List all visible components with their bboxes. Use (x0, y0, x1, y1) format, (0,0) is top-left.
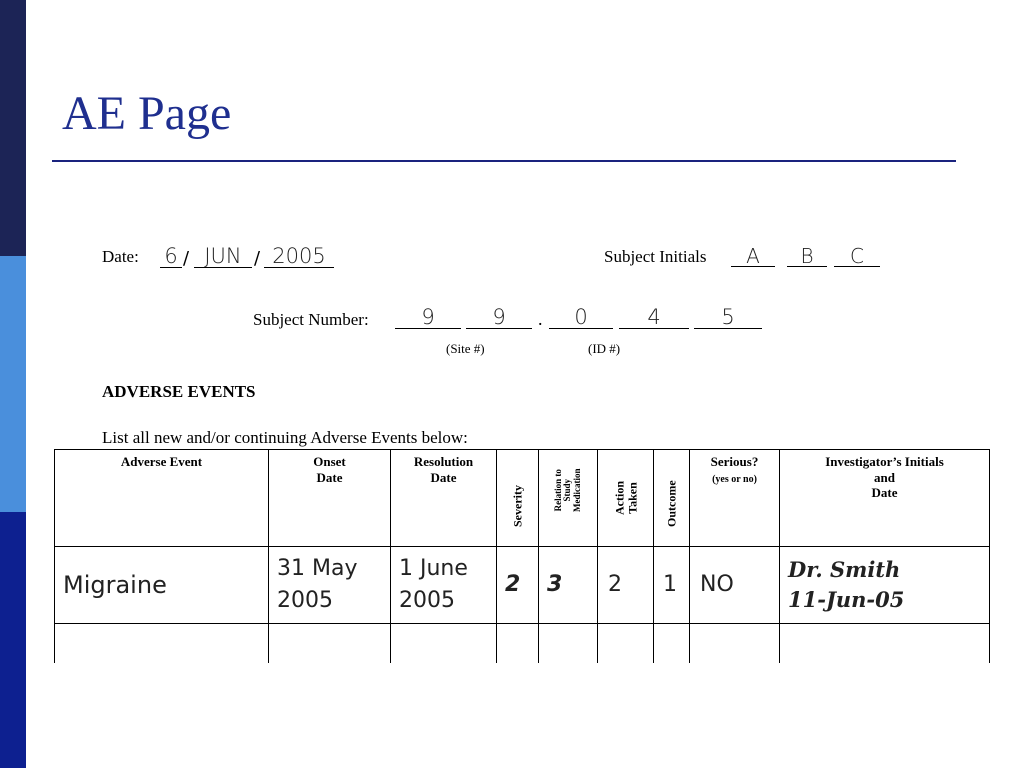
site-digit-1: 9 (395, 307, 461, 329)
date-label: Date: (102, 247, 139, 266)
id-digit-1: 0 (549, 307, 613, 329)
subject-initial-2: B (787, 246, 827, 267)
header-resolution-date: Resolution Date (391, 450, 497, 547)
cell-empty (780, 624, 990, 665)
cell-onset-date: 31 May 2005 (269, 547, 391, 624)
id-caption: (ID #) (588, 341, 621, 356)
section-title: ADVERSE EVENTS (102, 382, 256, 401)
subject-initials-label: Subject Initials (604, 247, 707, 266)
cell-empty (269, 624, 391, 665)
id-digit-3: 5 (694, 307, 762, 329)
date-separator-1: / (183, 248, 190, 269)
table-row (55, 547, 990, 624)
header-adverse-event: Adverse Event (55, 450, 269, 547)
table-header-row (55, 450, 990, 547)
subject-initial-1: A (731, 246, 775, 267)
cell-empty (690, 624, 780, 665)
date-month: JUN (194, 246, 252, 268)
date-day: 6 (160, 246, 182, 268)
cell-empty (654, 624, 690, 665)
header-severity: Severity (497, 450, 539, 547)
cell-outcome: 1 (654, 547, 690, 624)
header-outcome: Outcome (654, 450, 690, 547)
header-investigator: Investigator’s Initials and Date (780, 450, 990, 547)
cell-serious: NO (690, 547, 780, 624)
cell-empty (55, 624, 269, 665)
slide-title: AE Page (62, 87, 232, 140)
cell-investigator: Dr. Smith 11-Jun-05 (780, 547, 990, 624)
cell-empty (391, 624, 497, 665)
cell-resolution-date: 1 June 2005 (391, 547, 497, 624)
cell-empty (497, 624, 539, 665)
cell-action-taken: 2 (598, 547, 654, 624)
cell-severity: 2 (497, 547, 539, 624)
instruction-text: List all new and/or continuing Adverse Events below: (102, 428, 468, 447)
cell-relation: 3 (539, 547, 598, 624)
cell-adverse-event: Migraine (55, 547, 269, 624)
header-serious: Serious? (yes or no) (690, 450, 780, 547)
date-year: 2005 (264, 246, 334, 268)
subject-number-dot: . (538, 309, 543, 329)
adverse-events-table (54, 449, 990, 664)
header-onset-date: Onset Date (269, 450, 391, 547)
header-relation: Relation to Study Medication (539, 450, 598, 547)
table-row-empty (55, 624, 990, 665)
id-digit-2: 4 (619, 307, 689, 329)
cell-empty (598, 624, 654, 665)
header-action-taken: Action Taken (598, 450, 654, 547)
subject-initial-3: C (834, 246, 880, 267)
cell-empty (539, 624, 598, 665)
date-separator-2: / (254, 248, 261, 269)
site-digit-2: 9 (466, 307, 532, 329)
site-caption: (Site #) (446, 341, 485, 356)
subject-number-label: Subject Number: (253, 310, 369, 329)
table-crop-mask (40, 663, 1000, 773)
